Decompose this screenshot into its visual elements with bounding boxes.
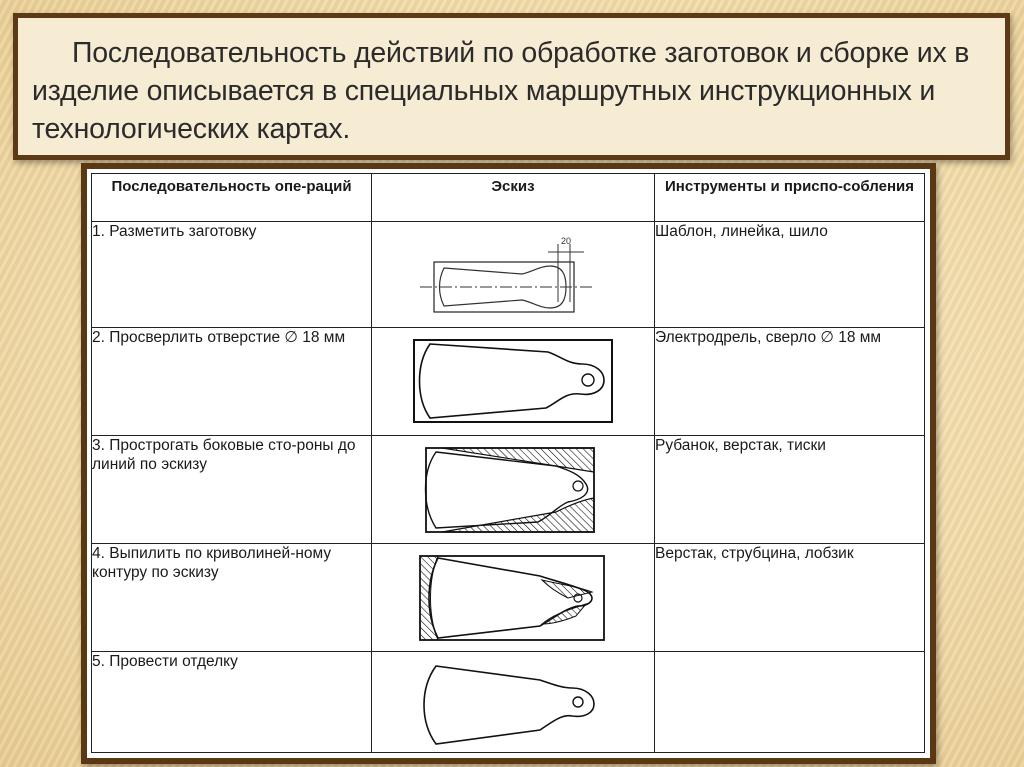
operations-table-frame [81, 163, 936, 764]
operation-cell: 4. Выпилить по криволиней-ному контуру по эскизу [92, 544, 372, 652]
tools-cell [655, 652, 925, 753]
svg-text:20: 20 [561, 236, 572, 246]
tools-cell: Шаблон, линейка, шило [655, 222, 925, 328]
operation-cell: 5. Провести отделку [92, 652, 372, 753]
operations-table [91, 173, 925, 753]
table-row [92, 436, 925, 544]
operation-cell: 3. Прострогать боковые сто-роны до линий по эскизу [92, 436, 372, 544]
drilling-sketch [372, 328, 655, 436]
table-row [92, 328, 925, 436]
tools-cell: Рубанок, верстак, тиски [655, 436, 925, 544]
sawing-sketch [372, 544, 655, 652]
header-operations: Последовательность опе-раций [92, 174, 372, 222]
operation-cell: 1. Разметить заготовку [92, 222, 372, 328]
sketch-cell [372, 652, 655, 753]
sketch-cell [372, 222, 655, 328]
sketch-cell [372, 328, 655, 436]
finishing-sketch [372, 652, 655, 756]
table-row [92, 544, 925, 652]
marking-sketch [372, 222, 655, 328]
sketch-cell [372, 544, 655, 652]
header-tools: Инструменты и приспо-собления [655, 174, 925, 222]
planing-sketch [372, 436, 655, 544]
table-row [92, 222, 925, 328]
tools-cell: Электродрель, сверло ∅ 18 мм [655, 328, 925, 436]
title-box [13, 13, 1010, 160]
table-row [92, 652, 925, 753]
tools-cell: Верстак, струбцина, лобзик [655, 544, 925, 652]
operation-cell: 2. Просверлить отверстие ∅ 18 мм [92, 328, 372, 436]
slide-title: Последовательность действий по обработке заготовок и сборке их в изделие описывается в специальных маршрутных инструкционных и технологических картах. [32, 37, 970, 145]
header-sketch: Эскиз [372, 174, 655, 222]
sketch-cell [372, 436, 655, 544]
table-header-row [92, 174, 925, 222]
